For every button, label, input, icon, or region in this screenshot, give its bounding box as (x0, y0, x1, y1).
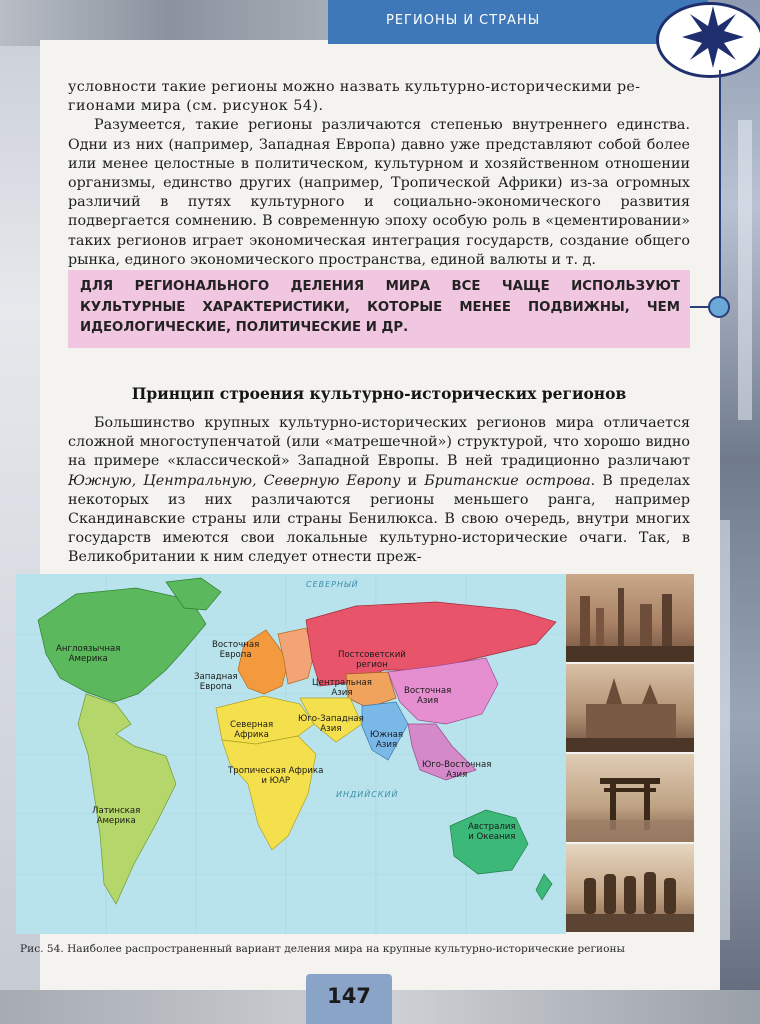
photo-city-skyline (566, 574, 694, 662)
section-heading: Принцип строения культурно-исторических регионов (131, 384, 627, 403)
section-paragraph-italic-2: Британские острова (424, 472, 591, 489)
section-paragraph-end: . В пределах некоторых из них различаются регионы меньшего ранга, например Скандинавские страны или страны Бенилюкса. В свою очередь, внутри многих государств имеются свои локальные культурно-исторические очаги. Так, в Великобритании к ним следует отнести преж- (68, 472, 690, 566)
label-anglo-america: Англоязычная Америка (56, 644, 121, 664)
paragraph-2: Разумеется, такие регионы различаются степенью внутреннего единства. Одни из них (например, Западная Европа) давно уже представляют собой более или менее целостные в политическом, культурном и хозяйственном отношении организмы, единство других (например, Тропической Африки) из-за огромных различий в путях культурного и социально-экономического развития подвергается сомнению. В современную эпоху особую роль в «цементировании» таких регионов играет экономическая интеграция государств, создание общего рынка, единого экономического пространства, единой валюты и т. д. (68, 117, 690, 268)
australia-shape (450, 810, 528, 874)
figure-caption: Рис. 54. Наиболее распространенный вариант деления мира на крупные культурно-исторические регионы (20, 943, 625, 955)
label-east-asia: Восточная Азия (404, 686, 452, 706)
map-shapes (16, 574, 566, 934)
photo-torii-gate (566, 754, 694, 842)
star-icon (680, 4, 746, 70)
intro-text (68, 78, 690, 270)
photo-cathedral (566, 664, 694, 752)
section-paragraph-italic-1: Южную, Центральную, Северную Европу (68, 472, 401, 489)
label-south-asia: Южная Азия (370, 730, 404, 750)
photo-moai-statues (566, 844, 694, 932)
label-southwest-asia: Юго-Западная Азия (298, 714, 364, 734)
label-latin-america: Латинская Америка (92, 806, 141, 826)
indian-ocean-label: ИНДИЙСКИЙ (336, 790, 399, 799)
world-map (16, 574, 566, 934)
section-paragraph-start: Большинство крупных культурно-исторических регионов мира отличается сложной многоступенчатой (или «матрешечной») структурой, что хорошо видно на примере «классической» Западной Европы. В ней традиционно различают (68, 415, 690, 470)
paragraph-1-line-1: условности такие регионы можно назвать культурно-историческими ре- (68, 79, 641, 95)
label-tropical-africa: Тропическая Африка и ЮАР (228, 766, 324, 786)
margin-line (719, 70, 721, 300)
label-post-soviet: Постсоветский регион (338, 650, 406, 670)
photo-column (566, 574, 694, 934)
margin-marker (708, 296, 730, 318)
tropical-africa-shape (222, 736, 316, 850)
label-eastern-europe: Восточная Европа (212, 640, 260, 660)
north-ocean-label: СЕВЕРНЫЙ (306, 580, 359, 589)
label-north-africa: Северная Африка (230, 720, 274, 740)
new-zealand-shape (536, 874, 552, 900)
section-paragraph-and: и (400, 472, 425, 489)
section-paragraph (68, 414, 690, 568)
chapter-title: РЕГИОНЫ И СТРАНЫ (386, 13, 541, 28)
latin-america-shape (78, 694, 176, 904)
page-number: 147 (327, 984, 371, 1008)
section-text (68, 414, 690, 568)
label-central-asia: Центральная Азия (312, 678, 372, 698)
label-western-europe: Западная Европа (194, 672, 238, 692)
key-statement: ДЛЯ РЕГИОНАЛЬНОГО ДЕЛЕНИЯ МИРА ВСЕ ЧАЩЕ ИСПОЛЬЗУЮТ КУЛЬТУРНЫЕ ХАРАКТЕРИСТИКИ, КОТОРЫЕ МЕНЕЕ ПОДВИЖНЫ, ЧЕМ ИДЕОЛОГИЧЕСКИЕ, ПОЛИТИЧЕСКИЕ И ДР. (80, 279, 680, 335)
paragraph-1-line-2: гионами мира (см. рисунок 54). (68, 98, 324, 115)
margin-connector (688, 306, 710, 308)
label-australia-oceania: Австралия и Океания (468, 822, 516, 842)
label-southeast-asia: Юго-Восточная Азия (422, 760, 492, 780)
